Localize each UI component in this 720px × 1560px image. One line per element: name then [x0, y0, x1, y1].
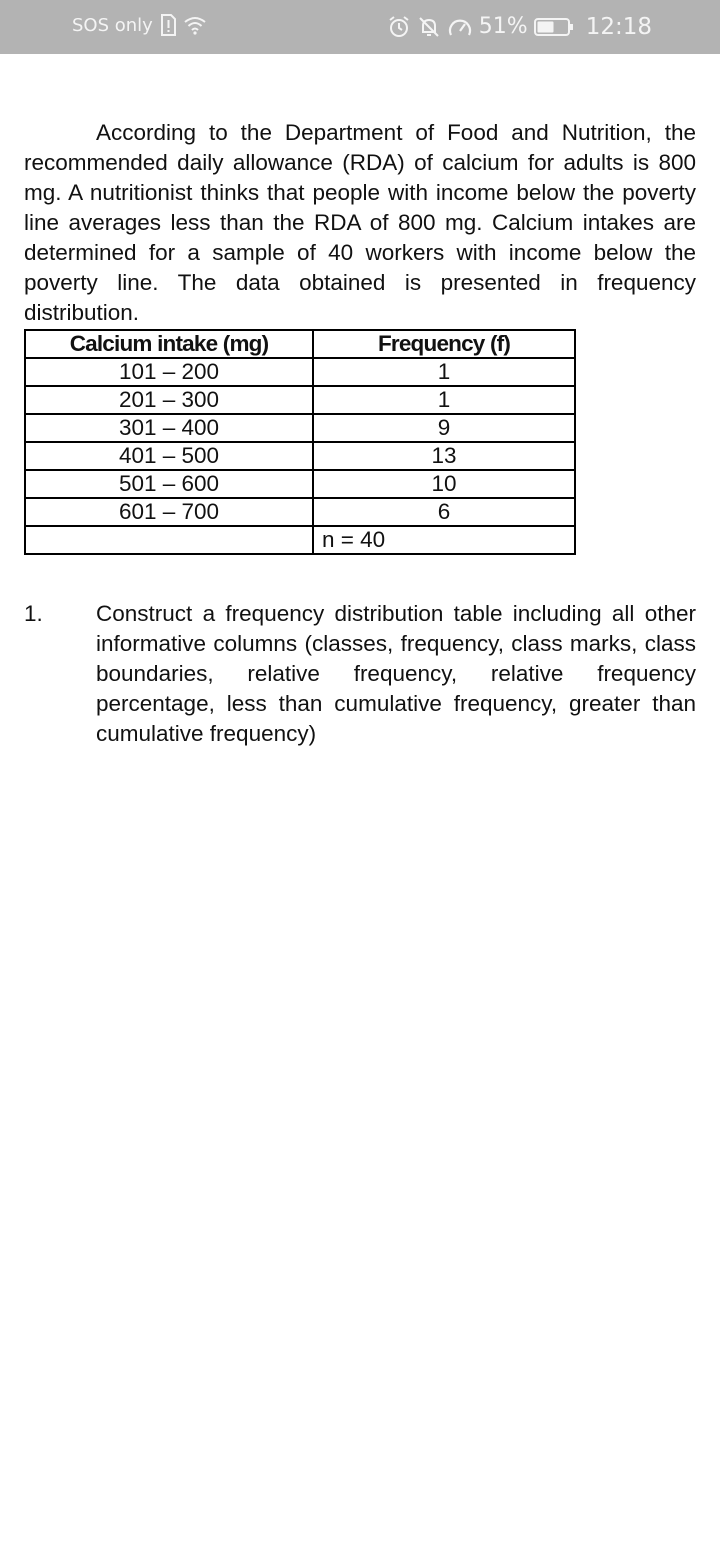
status-bar [0, 0, 720, 54]
frequency-cell: 1 [313, 358, 575, 386]
table-row [25, 470, 575, 498]
bell-off-icon [417, 15, 441, 39]
question-number: 1. [24, 601, 43, 626]
range-cell: 301 – 400 [25, 414, 313, 442]
battery-icon [534, 17, 574, 37]
document-body [24, 118, 696, 749]
battery-percent: 51% [478, 14, 528, 39]
clock: 12:18 [585, 14, 652, 40]
table-row [25, 386, 575, 414]
wifi-icon [183, 15, 207, 35]
empty-cell [25, 526, 313, 554]
frequency-table [24, 329, 576, 555]
range-cell: 101 – 200 [25, 358, 313, 386]
range-cell: 601 – 700 [25, 498, 313, 526]
frequency-cell: 1 [313, 386, 575, 414]
frequency-cell: 13 [313, 442, 575, 470]
range-cell: 501 – 600 [25, 470, 313, 498]
status-left [72, 14, 207, 36]
range-cell: 201 – 300 [25, 386, 313, 414]
frequency-cell: 10 [313, 470, 575, 498]
table-row [25, 358, 575, 386]
total-cell: n = 40 [313, 526, 575, 554]
range-cell: 401 – 500 [25, 442, 313, 470]
alarm-icon [387, 15, 411, 39]
carrier-label: SOS only [72, 14, 153, 36]
table-total-row [25, 526, 575, 554]
frequency-cell: 9 [313, 414, 575, 442]
speed-icon [447, 15, 473, 39]
question-text: Construct a frequency distribution table including all other informative columns (classes, frequency, class marks, class boundaries, relative frequency, relative frequency percentage, less than cumulative frequency, greater than cumulative frequency) [96, 601, 696, 746]
frequency-cell: 6 [313, 498, 575, 526]
intro-paragraph: According to the Department of Food and Nutrition, the recommended daily allowance (RDA) of calcium for adults is 800 mg. A nutritionist thinks that people with income below the poverty line averages less than the RDA of 800 mg. Calcium intakes are determined for a sample of 40 workers with income below the poverty line. The data obtained is presented in frequency distribution. [24, 120, 696, 325]
table-row [25, 498, 575, 526]
header-frequency: Frequency (f) [313, 330, 575, 358]
sim-alert-icon [159, 14, 177, 36]
header-calcium-intake: Calcium intake (mg) [25, 330, 313, 358]
table-row [25, 442, 575, 470]
table-row [25, 414, 575, 442]
question-item [24, 599, 696, 749]
table-header-row [25, 330, 575, 358]
status-right [387, 13, 652, 41]
